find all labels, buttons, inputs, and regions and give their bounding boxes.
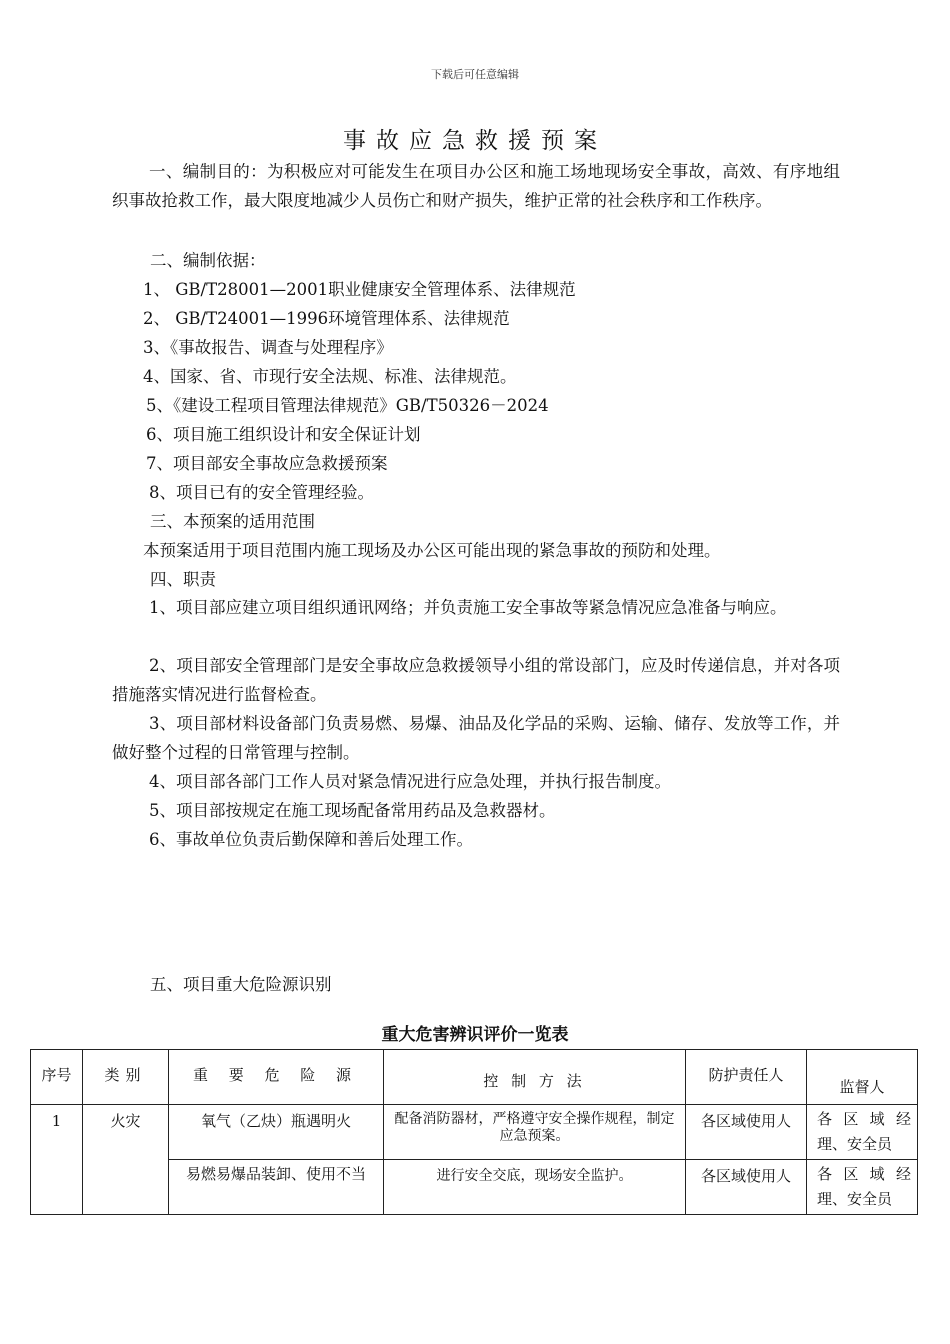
duty-item: 4、项目部各部门工作人员对紧急情况进行应急处理，并执行报告制度。: [149, 772, 671, 791]
supervisor-line-2: 理、安全员: [817, 1135, 893, 1153]
basis-item: 1、 GB/T28001—2001职业健康安全管理体系、法律规范: [143, 280, 576, 299]
cell-hazard: 易燃易爆品装卸、使用不当: [169, 1160, 384, 1215]
basis-item: 8、项目已有的安全管理经验。: [149, 483, 374, 502]
table-header-row: [31, 1050, 918, 1105]
cell-no: 1: [31, 1105, 83, 1215]
duty-item: 6、事故单位负责后勤保障和善后处理工作。: [149, 830, 473, 849]
header-responsible: 防护责任人: [686, 1050, 807, 1105]
table-row: [31, 1105, 918, 1160]
section-1-purpose: 一、编制目的：为积极应对可能发生在项目办公区和施工场地现场安全事故，高效、有序地组织事故抢救工作，最大限度地减少人员伤亡和财产损失，维护正常的社会秩序和工作秩序。: [112, 162, 840, 210]
header-supervisor: 监督人: [807, 1050, 918, 1105]
cell-control: 进行安全交底，现场安全监护。: [384, 1160, 686, 1215]
section-3-text: 本预案适用于项目范围内施工现场及办公区可能出现的紧急事故的预防和处理。: [143, 541, 721, 560]
header-note: 下载后可任意编辑: [431, 68, 519, 81]
header-hazard-source: 重 要 危 险 源: [169, 1050, 384, 1105]
cell-hazard: 氧气（乙炔）瓶遇明火: [169, 1105, 384, 1160]
section-2-heading: 二、编制依据：: [150, 251, 266, 270]
cell-responsible: 各区域使用人: [686, 1105, 807, 1160]
supervisor-line-1: 各 区 域 经: [817, 1110, 911, 1128]
basis-item: 3、《事故报告、调查与处理程序》: [143, 338, 393, 357]
basis-item: 5、《建设工程项目管理法律规范》GB/T50326－2024: [146, 396, 549, 415]
header-category: 类别: [83, 1050, 169, 1105]
basis-item: 4、国家、省、市现行安全法规、标准、法律规范。: [143, 367, 517, 386]
cell-responsible: 各区域使用人: [686, 1160, 807, 1215]
header-no: 序号: [31, 1050, 83, 1105]
cell-category: 火灾: [83, 1105, 169, 1215]
cell-supervisor: [807, 1160, 918, 1215]
duty-item: 5、项目部按规定在施工现场配备常用药品及急救器材。: [149, 801, 556, 820]
cell-control: 配备消防器材，严格遵守安全操作规程，制定应急预案。: [384, 1105, 686, 1160]
supervisor-line-1: 各 区 域 经: [817, 1165, 911, 1183]
basis-item: 2、 GB/T24001—1996环境管理体系、法律规范: [143, 309, 510, 328]
duty-item: 1、项目部应建立项目组织通讯网络；并负责施工安全事故等紧急情况应急准备与响应。: [149, 598, 787, 617]
document-title: 事故应急救援预案: [343, 128, 607, 154]
supervisor-line-2: 理、安全员: [817, 1190, 893, 1208]
hazard-table: [30, 1049, 918, 1215]
basis-item: 7、项目部安全事故应急救援预案: [146, 454, 388, 473]
table-title: 重大危害辨识评价一览表: [381, 1025, 569, 1045]
basis-item: 6、项目施工组织设计和安全保证计划: [146, 425, 421, 444]
section-3-heading: 三、本预案的适用范围: [150, 512, 315, 531]
section-4-heading: 四、职责: [150, 570, 216, 589]
duty-item: 3、项目部材料设备部门负责易燃、易爆、油品及化学品的采购、运输、储存、发放等工作，并做好整个过程的日常管理与控制。: [112, 714, 840, 762]
header-control-method: 控 制 方 法: [384, 1050, 686, 1105]
cell-supervisor: [807, 1105, 918, 1160]
duty-item: 2、项目部安全管理部门是安全事故应急救援领导小组的常设部门，应及时传递信息，并对各项措施落实情况进行监督检查。: [112, 656, 840, 704]
section-5-heading: 五、项目重大危险源识别: [150, 975, 332, 994]
